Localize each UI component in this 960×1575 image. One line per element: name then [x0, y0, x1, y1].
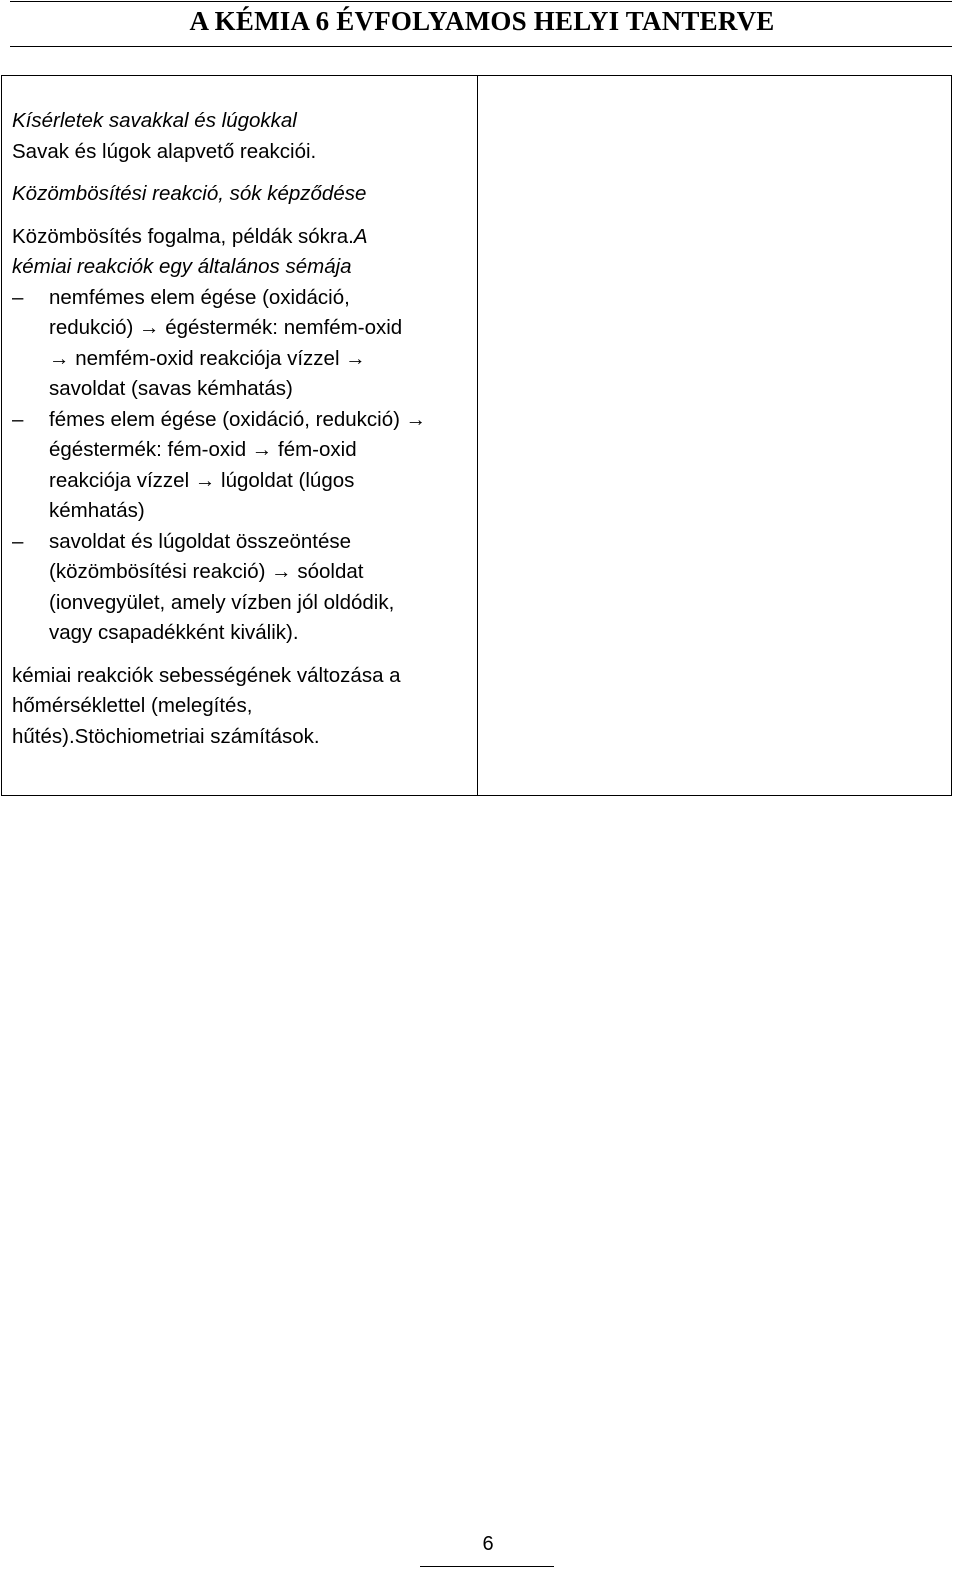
page-title: A KÉMIA 6 ÉVFOLYAMOS HELYI TANTERVE — [189, 6, 775, 36]
list-item-line: kémhatás) — [49, 499, 145, 522]
header-top-rule — [10, 1, 952, 2]
content-cell — [2, 76, 478, 795]
neutralization-heading: Közömbösítési reakció, sók képződése — [12, 182, 367, 205]
list-item-line: savoldat (savas kémhatás) — [49, 377, 293, 400]
empty-cell — [478, 76, 951, 795]
scheme-start: A — [353, 224, 368, 248]
experiments-heading: Kísérletek savakkal és lúgokkal — [12, 109, 297, 132]
dash-marker: – — [12, 529, 24, 553]
list-item-line: (ionvegyület, amely vízben jól oldódik, — [49, 590, 395, 614]
closing-line: hőmérséklettel (melegítés, — [12, 694, 253, 717]
curriculum-table — [1, 75, 952, 796]
neutralization-text: Közömbösítés fogalma, példák sókra. — [12, 224, 354, 248]
header-rule — [10, 46, 952, 47]
list-item-line: reakciója vízzel → lúgoldat (lúgos — [49, 468, 355, 492]
list-item-line: (közömbösítési reakció) → sóoldat — [49, 560, 364, 583]
page-number: 6 — [482, 1533, 494, 1555]
scheme-heading: kémiai reakciók egy általános sémája — [12, 255, 352, 278]
list-item — [12, 405, 467, 527]
reactions-line: Savak és lúgok alapvető reakciói. — [12, 139, 317, 163]
footer-rule — [420, 1566, 554, 1567]
list-item-line: vagy csapadékként kiválik). — [49, 621, 299, 644]
list-item — [12, 527, 467, 649]
closing-line: hűtés).Stöchiometriai számítások. — [12, 724, 320, 748]
dash-marker: – — [12, 285, 24, 309]
list-item-line: nemfémes elem égése (oxidáció, — [49, 285, 350, 309]
list-item-line: égéstermék: fém-oxid → fém-oxid — [49, 438, 357, 461]
list-item-line: savoldat és lúgoldat összeöntése — [49, 529, 352, 553]
list-item-line: fémes elem égése (oxidáció, redukció) → — [49, 407, 427, 431]
list-item-line: redukció) → égéstermék: nemfém-oxid — [49, 316, 403, 339]
list-item-line: → nemfém-oxid reakciója vízzel → — [49, 346, 366, 370]
list-item — [12, 283, 467, 405]
neutralization-line — [12, 222, 467, 253]
closing-line: kémiai reakciók sebességének változása a — [12, 663, 401, 687]
dash-marker: – — [12, 407, 24, 431]
